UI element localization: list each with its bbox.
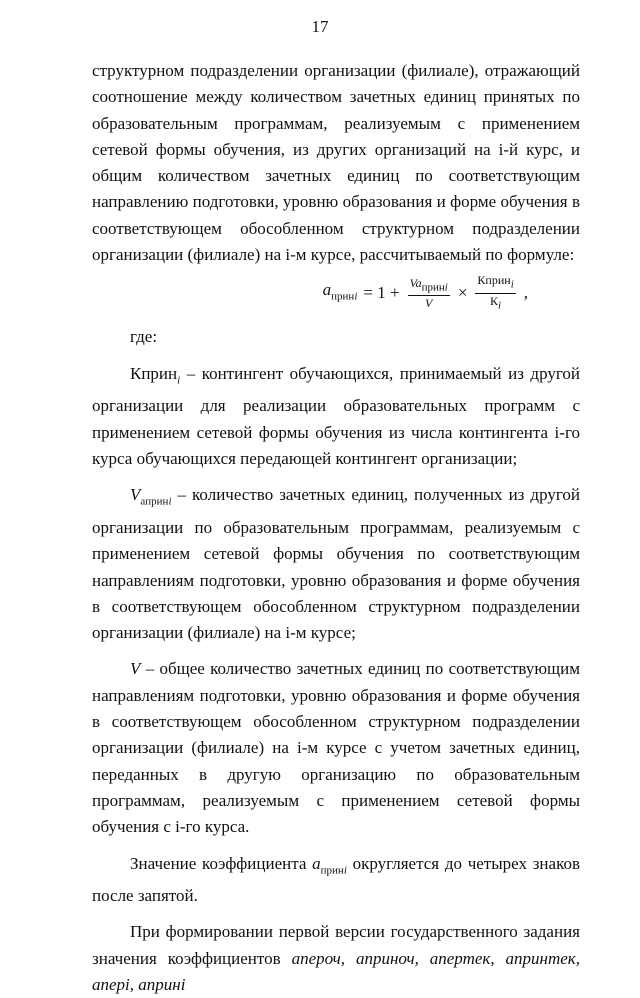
- definition-v: V – общее количество зачетных единиц по соответствующим направлениям подготовки, уровню образования и форме обучения в соответствующем обособленном структурном подразделении организации (филиале) на i-м курсе с учетом зачетных единиц, переданных в другую организацию по образовательным программам, реализуемым с применением сетевой формы обучения с i-го курса.: [92, 659, 580, 837]
- definition-va-prin: $V_{aпринi}$ – количество зачетных единиц, полученных из другой организации по образовательным программам, реализуемым с применением сетевой формы обучения по соответствующим направлениям подготовки, уровню образования и форме обучения в соответствующем обособленном структурном подразделении организации (филиале) на i-м курсе;: [92, 485, 580, 643]
- fraction-k-over-k: $\frac{Кприн_i}{К_i}$: [477, 273, 514, 312]
- paragraph-first-version: При формировании первой версии государственного задания значения коэффициентов aпероч, aприноч, aпертек, aпринтек, aперi, aпринi: [92, 922, 580, 995]
- formula-eq-one: = 1 +: [363, 283, 400, 303]
- formula-lhs: $a_{принi}$: [322, 280, 358, 303]
- formula-times: ×: [457, 283, 468, 303]
- paragraph-rounding: Значение коэффициента $a_{принi}$ округляется до четырех знаков после запятой.: [92, 853, 580, 906]
- paragraph-intro: структурном подразделении организации (филиале), отражающий соотношение между количеством зачетных единиц принятых по образовательным программам, реализуемым с применением сетевой формы обучения, из других организаций на i-й курс, и общим количеством зачетных единиц по соответствующим направлению подготовки, уровню образования и форме обучения в соответствующем обособленном структурном подразделении организации (филиале) на i-м курсе, рассчитываемый по формуле:: [92, 61, 580, 265]
- where-label: где:: [130, 327, 158, 347]
- formula: [323, 273, 528, 313]
- document-body: [92, 58, 580, 998]
- definition-k-prin: Кприн$_i$ – контингент обучающихся, принимаемый из другой организации для реализации образовательных программ с применением сетевой формы обучения из числа контингента i-го курса обучающихся передающей контингент организации;: [92, 363, 580, 468]
- fraction-va-over-v: $\frac{Va_{принi}}{V}$: [409, 275, 448, 311]
- formula-comma: ,: [523, 283, 528, 303]
- formula-block: [92, 268, 580, 318]
- page-number: 17: [311, 17, 329, 36]
